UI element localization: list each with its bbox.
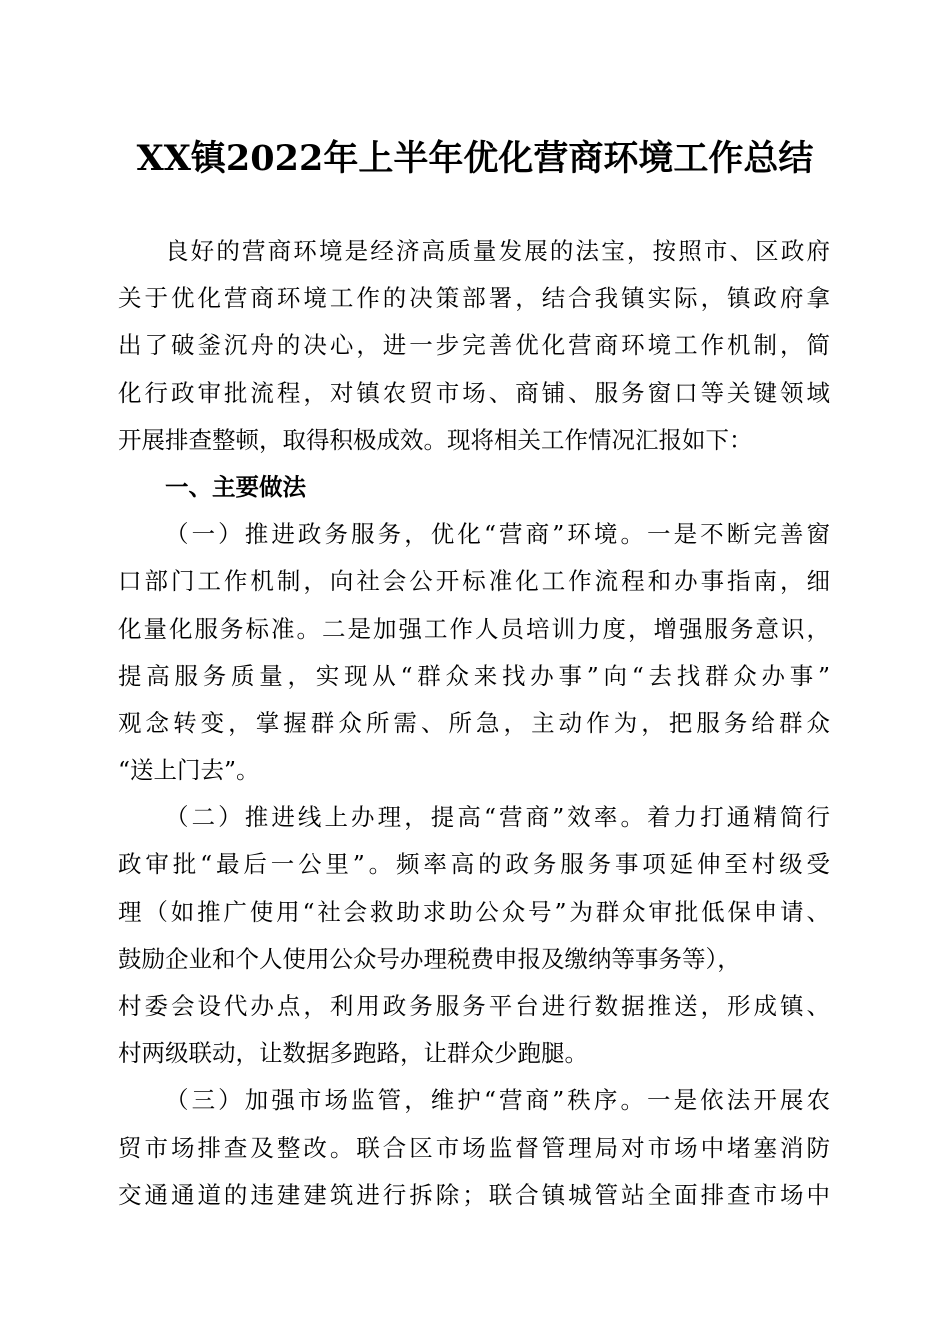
text-line: 观念转变，掌握群众所需、所急，主动作为，把服务给群众 (118, 708, 830, 737)
text-line: 贸市场排查及整改。联合区市场监督管理局对市场中堵塞消防 (118, 1133, 830, 1162)
text-line: 交通通道的违建建筑进行拆除；联合镇城管站全面排查市场中 (118, 1180, 830, 1209)
paragraph-section-1 (118, 511, 830, 794)
text-line: 口部门工作机制，向社会公开标准化工作流程和办事指南，细 (118, 567, 830, 596)
text-line: 出了破釜沉舟的决心，进一步完善优化营商环境工作机制，简 (118, 331, 830, 360)
text-line: 村两级联动，让数据多跑路，让群众少跑腿。 (118, 1039, 588, 1068)
document-title: XX镇2022年上半年优化营商环境工作总结 (136, 138, 814, 179)
text-line: 良好的营商环境是经济高质量发展的法宝，按照市、区政府 (165, 237, 830, 265)
text-line: （二）推进线上办理，提高“营商”效率。着力打通精简行 (165, 803, 830, 832)
text-line: “送上门去”。 (118, 756, 260, 785)
text-line: （三）加强市场监管，维护“营商”秩序。一是依法开展农 (165, 1086, 830, 1115)
paragraph-section-2 (118, 794, 830, 1077)
text-line: 化量化服务标准。二是加强工作人员培训力度，增强服务意识， (118, 614, 830, 643)
text-line: 政审批“最后一公里”。频率高的政务服务事项延伸至村级受 (118, 850, 830, 879)
section-heading: 一、主要做法 (165, 472, 306, 501)
text-line: 鼓励企业和个人使用公众号办理税费申报及缴纳等事务等）， (118, 944, 741, 973)
text-line: 关于优化营商环境工作的决策部署，结合我镇实际，镇政府拿 (118, 284, 830, 313)
text-line: 化行政审批流程，对镇农贸市场、商铺、服务窗口等关键领域 (118, 378, 830, 407)
text-line: 开展排查整顿，取得积极成效。现将相关工作情况汇报如下： (118, 425, 753, 454)
paragraph-section-3 (118, 1077, 830, 1219)
paragraph-intro (118, 228, 830, 464)
text-line: 理（如推广使用“社会救助求助公众号”为群众审批低保申请、 (118, 897, 830, 926)
document-body (118, 228, 830, 1219)
text-line: 提高服务质量，实现从“群众来找办事”向“去找群众办事” (118, 661, 830, 690)
text-line: 村委会设代办点，利用政务服务平台进行数据推送，形成镇、 (118, 992, 830, 1020)
text-line: （一）推进政务服务，优化“营商”环境。一是不断完善窗 (165, 520, 830, 549)
